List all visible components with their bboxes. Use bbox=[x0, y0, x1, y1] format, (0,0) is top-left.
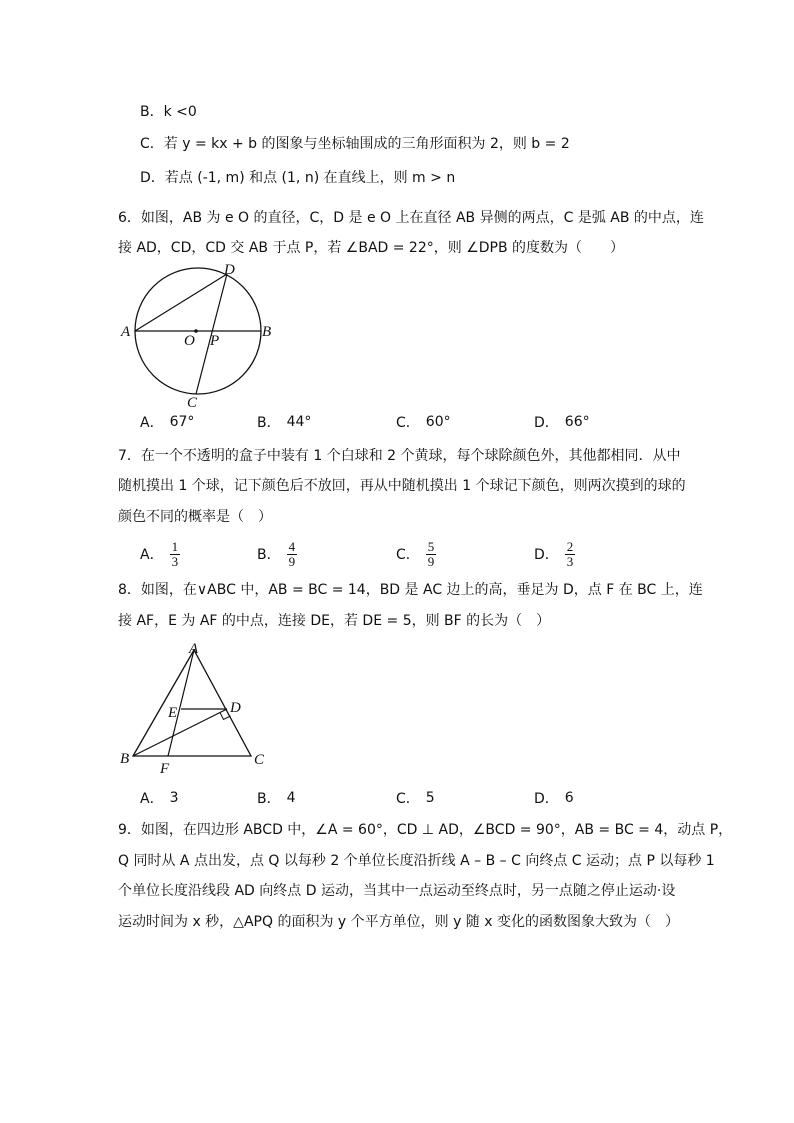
q6-stem-line2: 接 AD，CD，CD 交 AB 于点 P，若 ∠BAD = 22°，则 ∠DPB 的度数为（ ） bbox=[118, 240, 625, 256]
label-c: C bbox=[254, 752, 265, 768]
q5-option-b: B．k <0 bbox=[140, 104, 197, 120]
q5-option-d: D．若点 (-1, m) 和点 (1, n) 在直线上，则 m > n bbox=[140, 170, 456, 186]
q6-stem-line1: 6．如图，AB 为 e O 的直径，C，D 是 e O 上在直径 AB 异侧的两点，C 是弧 AB 的中点，连 bbox=[118, 210, 704, 226]
q6-option-c[interactable]: C． 60° bbox=[396, 414, 451, 431]
q7-option-a[interactable]: A． $\frac{1}{3}$ bbox=[140, 538, 179, 569]
q8-stem-line1: 8．如图，在∨ABC 中，AB = BC = 14，BD 是 AC 边上的高，垂足为 D，点 F 在 BC 上，连 bbox=[118, 582, 703, 598]
q6-option-a[interactable]: A． 67° bbox=[140, 414, 195, 431]
q6-option-d[interactable]: D． 66° bbox=[534, 414, 590, 431]
label-d: D bbox=[224, 262, 235, 278]
segment-af bbox=[168, 650, 194, 756]
q7-option-d[interactable]: D． $\frac{2}{3}$ bbox=[534, 538, 574, 569]
q8-options bbox=[140, 780, 700, 816]
q8-option-b[interactable]: B． 4 bbox=[257, 790, 296, 807]
q8-option-c[interactable]: C． 5 bbox=[396, 790, 435, 807]
label-a: A bbox=[189, 641, 199, 657]
q6-options bbox=[140, 404, 700, 440]
q6-circle-figure bbox=[116, 262, 286, 412]
label-d: D bbox=[230, 700, 241, 716]
q8-option-a[interactable]: A． 3 bbox=[140, 790, 179, 807]
q9-stem-line2: Q 同时从 A 点出发，点 Q 以每秒 2 个单位长度沿折线 A – B – C 向终点 C 运动；点 P 以每秒 1 bbox=[118, 853, 715, 869]
q9-stem-line3: 个单位长度沿线段 AD 向终点 D 运动，当其中一点运动至终点时，另一点随之停止运动·设 bbox=[118, 883, 676, 899]
q7-stem-line2: 随机摸出 1 个球，记下颜色后不放回，再从中随机摸出 1 个球记下颜色，则两次摸到的球的 bbox=[118, 478, 686, 494]
q8-option-d[interactable]: D． 6 bbox=[534, 790, 574, 807]
q8-stem-line2: 接 AF，E 为 AF 的中点，连接 DE，若 DE = 5，则 BF 的长为（ ） bbox=[118, 613, 551, 629]
label-p: P bbox=[210, 333, 220, 349]
label-o: O bbox=[184, 333, 195, 349]
label-b: B bbox=[262, 324, 272, 340]
q7-stem-line3: 颜色不同的概率是（ ） bbox=[118, 509, 272, 525]
q7-stem-line1: 7．在一个不透明的盒子中装有 1 个白球和 2 个黄球，每个球除颜色外，其他都相同．从中 bbox=[118, 448, 681, 464]
label-f: F bbox=[160, 761, 170, 775]
q8-triangle-figure bbox=[116, 640, 276, 775]
label-c: C bbox=[187, 395, 198, 411]
q9-stem-line4: 运动时间为 x 秒，△APQ 的面积为 y 个平方单位，则 y 随 x 变化的函数图象大致为（ ） bbox=[118, 914, 679, 930]
chord-ad bbox=[135, 274, 227, 331]
label-e: E bbox=[168, 705, 178, 721]
q9-stem-line1: 9．如图，在四边形 ABCD 中，∠A = 60°，CD ⊥ AD，∠BCD = 90°，AB = BC = 4，动点 P， bbox=[118, 822, 733, 838]
q7-option-b[interactable]: B． $\frac{4}{9}$ bbox=[257, 538, 296, 569]
q5-option-c: C．若 y = kx + b 的图象与坐标轴围成的三角形面积为 2，则 b = 2 bbox=[140, 136, 570, 152]
q6-option-b[interactable]: B． 44° bbox=[257, 414, 312, 431]
label-a: A bbox=[121, 324, 131, 340]
q7-options bbox=[140, 536, 700, 572]
label-b: B bbox=[120, 751, 130, 767]
q7-option-c[interactable]: C． $\frac{5}{9}$ bbox=[396, 538, 435, 569]
